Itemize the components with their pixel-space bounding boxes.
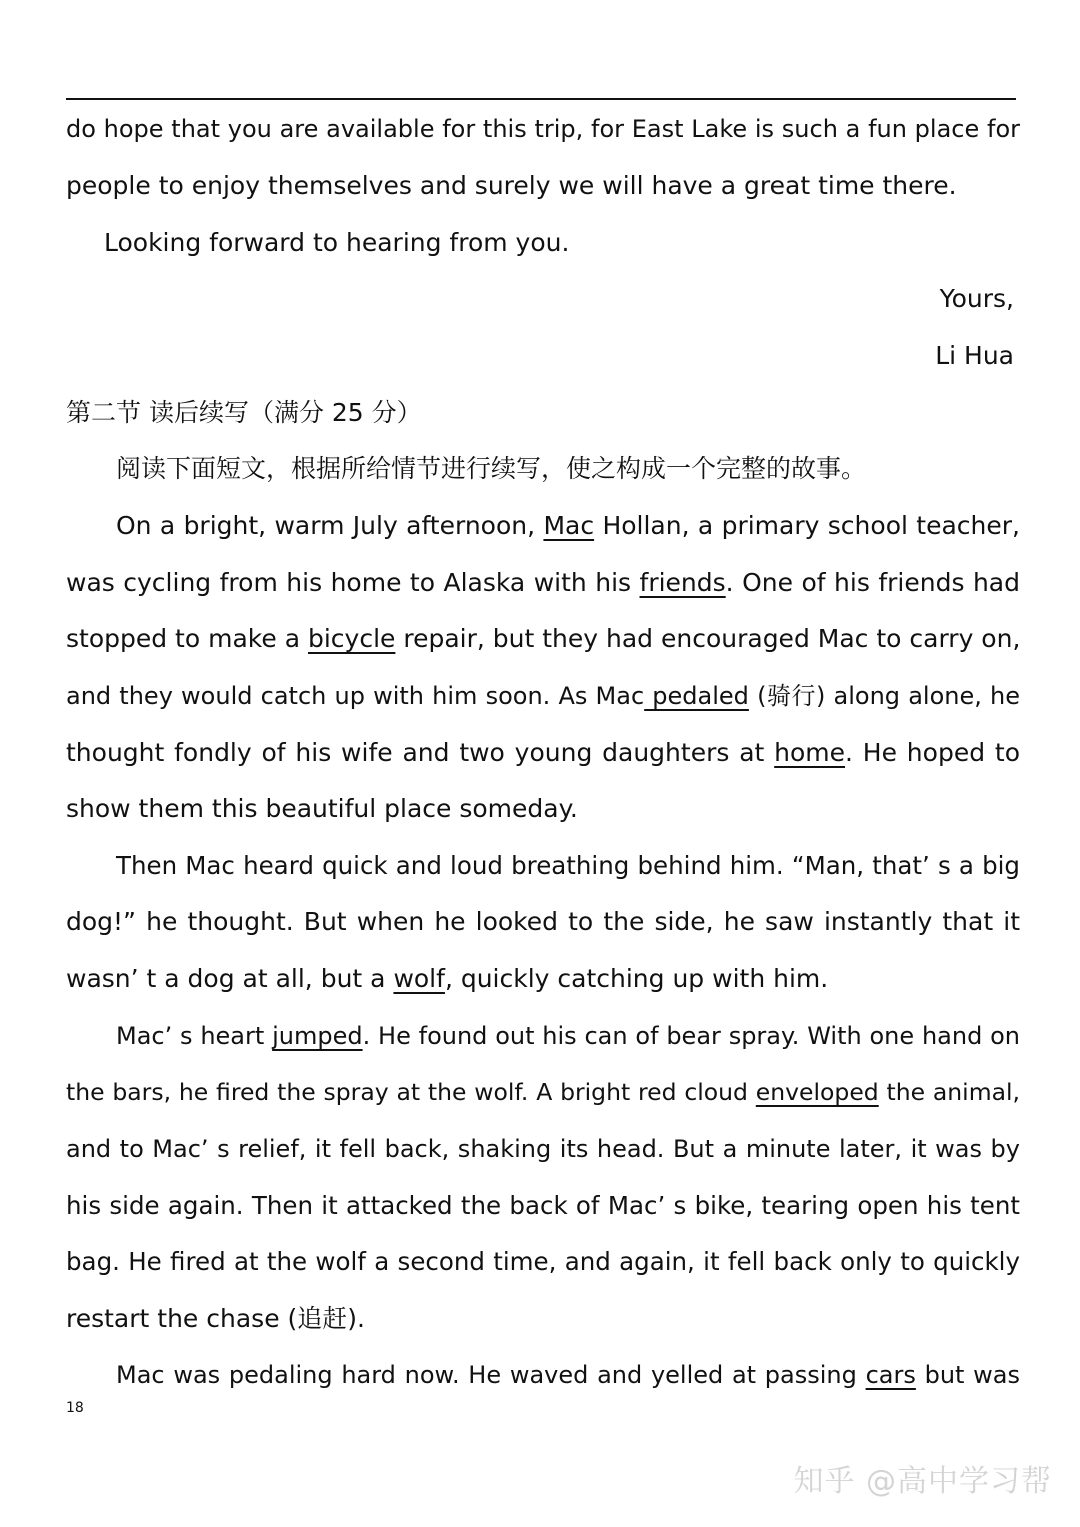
section-heading: 第二节 读后续写（满分 25 分） (66, 398, 422, 427)
p3-line-2 (66, 1075, 1020, 1109)
underlined-word: pedaled (644, 682, 749, 710)
p3-line-5: bag. He fired at the wolf a second time, and again, it fell back only to quickly (66, 1247, 1020, 1276)
letter-sign-off: Yours, (939, 284, 1014, 313)
text: was cycling from his home to Alaska with his (66, 568, 640, 597)
p1-line-1 (116, 509, 1020, 543)
text: stopped to make a (66, 624, 308, 653)
p4-line-1 (116, 1358, 1020, 1392)
p3-line-6: restart the chase (追赶). (66, 1304, 365, 1333)
underlined-word: bicycle (307, 624, 396, 653)
text: (骑行) along alone, he (748, 682, 1020, 710)
underlined-word: friends (639, 568, 726, 597)
text: Mac was pedaling hard now. He waved and yelled at passing (116, 1361, 866, 1389)
text: Mac’ s heart (116, 1022, 273, 1050)
p1-line-3 (66, 622, 1020, 656)
text: . He hoped to (845, 738, 1020, 767)
text: . He found out his can of bear spray. With one hand on (362, 1022, 1020, 1050)
p2-line-3 (66, 962, 1020, 996)
text: . One of his friends had (725, 568, 1020, 597)
text: the bars, he fired the spray at the wolf. A bright red cloud (66, 1078, 756, 1106)
text: and they would catch up with him soon. As Mac (66, 682, 645, 710)
underlined-word: enveloped (755, 1078, 879, 1106)
letter-signature: Li Hua (935, 341, 1014, 370)
underlined-word: wolf (393, 964, 445, 993)
p1-line-4 (66, 679, 1020, 713)
p2-line-1: Then Mac heard quick and loud breathing behind him. “Man, that’ s a big (116, 851, 1020, 880)
letter-closing: Looking forward to hearing from you. (104, 228, 570, 257)
text: Hollan, a primary school teacher, (594, 511, 1020, 540)
underlined-word: cars (865, 1361, 916, 1389)
text: the animal, (878, 1078, 1020, 1106)
p1-line-6: show them this beautiful place someday. (66, 794, 578, 823)
p2-line-2: dog!” he thought. But when he looked to the side, he saw instantly that it (66, 907, 1020, 936)
p3-line-3: and to Mac’ s relief, it fell back, shaking its head. But a minute later, it was by (66, 1135, 1020, 1163)
letter-line-1: do hope that you are available for this trip, for East Lake is such a fun place for (66, 115, 1020, 143)
section-instruction: 阅读下面短文，根据所给情节进行续写，使之构成一个完整的故事。 (116, 454, 867, 483)
p1-line-5 (66, 736, 1020, 770)
text: , quickly catching up with him. (444, 964, 829, 993)
top-rule (66, 98, 1016, 100)
underlined-word: Mac (543, 511, 595, 540)
p3-line-1 (116, 1019, 1020, 1053)
text: but was (915, 1361, 1021, 1389)
underlined-word: home (774, 738, 846, 767)
text: On a bright, warm July afternoon, (116, 511, 544, 540)
p1-line-2 (66, 566, 1020, 600)
watermark: 知乎 @高中学习帮 (793, 1464, 1052, 1499)
underlined-word: jumped (272, 1022, 363, 1050)
text: repair, but they had encouraged Mac to carry on, (395, 624, 1021, 653)
letter-line-2: people to enjoy themselves and surely we will have a great time there. (66, 171, 957, 200)
page-number: 18 (66, 1400, 84, 1416)
p3-line-4: his side again. Then it attacked the back of Mac’ s bike, tearing open his tent (66, 1191, 1020, 1220)
text: thought fondly of his wife and two young daughters at (66, 738, 775, 767)
text: wasn’ t a dog at all, but a (66, 964, 394, 993)
